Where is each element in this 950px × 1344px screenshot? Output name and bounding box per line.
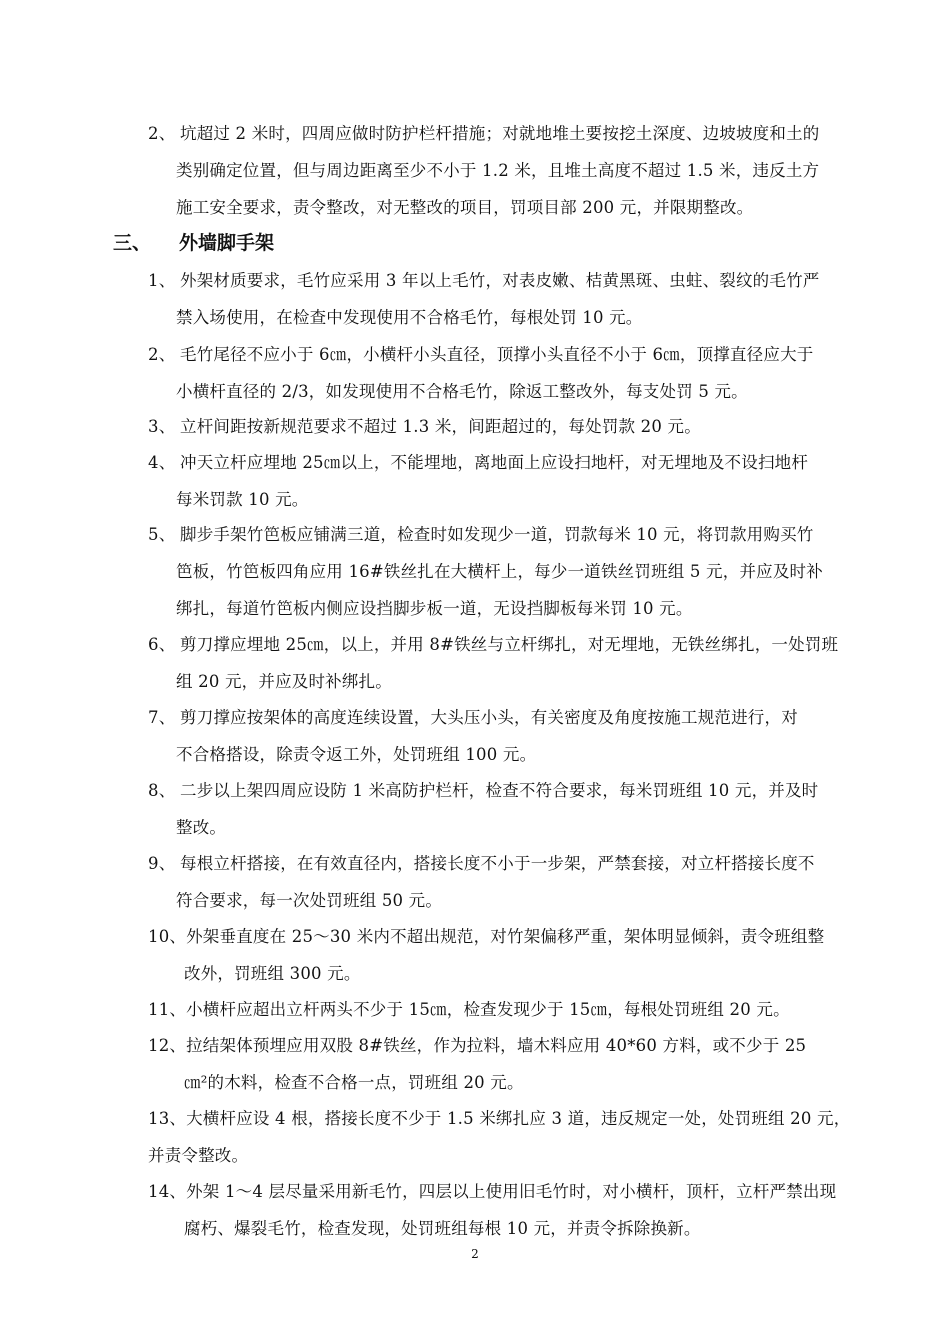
item-number: 14、 xyxy=(148,1182,187,1201)
list-item-line: 腐朽、爆裂毛竹，检查发现，处罚班组每根 10 元，并责令拆除换新。 xyxy=(184,1219,701,1238)
item-text: 坑超过 2 米时，四周应做时防护栏杆措施；对就地堆土要按挖土深度、边坡坡度和土的 xyxy=(180,124,820,143)
list-item-line: 施工安全要求，责令整改，对无整改的项目，罚项目部 200 元，并限期整改。 xyxy=(176,198,754,217)
item-text: 冲天立杆应埋地 25㎝以上，不能埋地，离地面上应设扫地杆，对无埋地及不设扫地杆 xyxy=(180,453,809,472)
item-number: 2、 xyxy=(148,345,176,364)
list-item-line: ㎝²的木料，检查不合格一点，罚班组 20 元。 xyxy=(184,1073,524,1092)
list-item-line: 符合要求，每一次处罚班组 50 元。 xyxy=(176,891,443,910)
item-text: 剪刀撑应埋地 25㎝，以上，并用 8#铁丝与立杆绑扎，对无埋地，无铁丝绑扎，一处罚班 xyxy=(180,635,839,654)
item-number: 9、 xyxy=(148,854,176,873)
list-item-line: 不合格搭设，除责令返工外，处罚班组 100 元。 xyxy=(176,745,537,764)
list-item-line xyxy=(148,115,888,152)
list-item-9 xyxy=(148,845,888,919)
item-number: 13、 xyxy=(148,1109,187,1128)
list-item-14 xyxy=(148,1173,888,1247)
item-number: 6、 xyxy=(148,635,176,654)
page-number: 2 xyxy=(471,1247,479,1261)
list-item-6 xyxy=(148,626,888,700)
list-item-line: 并责令整改。 xyxy=(148,1146,249,1165)
list-item-line: 小横杆直径的 2/3，如发现使用不合格毛竹，除返工整改外，每支处罚 5 元。 xyxy=(176,382,748,401)
list-item-line: 绑扎，每道竹笆板内侧应设挡脚步板一道，无设挡脚板每米罚 10 元。 xyxy=(176,599,693,618)
item-number: 5、 xyxy=(148,525,176,544)
section-heading xyxy=(113,228,274,258)
item-text: 每根立杆搭接，在有效直径内，搭接长度不小于一步架，严禁套接，对立杆搭接长度不 xyxy=(180,854,815,873)
item-text: 外架 1～4 层尽量采用新毛竹，四层以上使用旧毛竹时，对小横杆，顶杆，立杆严禁出现 xyxy=(186,1182,837,1201)
list-item-line: 类别确定位置，但与周边距离至少不小于 1.2 米，且堆土高度不超过 1.5 米，违反土方 xyxy=(176,161,820,180)
list-item-line: 组 20 元，并应及时补绑扎。 xyxy=(176,672,392,691)
item-text: 拉结架体预埋应用双股 8#铁丝，作为拉料，墙木料应用 40*60 方料，或不少于 25 xyxy=(186,1036,807,1055)
item-text: 外架材质要求，毛竹应采用 3 年以上毛竹，对表皮嫩、桔黄黑斑、虫蛀、裂纹的毛竹严 xyxy=(180,271,820,290)
item-text: 二步以上架四周应设防 1 米高防护栏杆，检查不符合要求，每米罚班组 10 元，并及时 xyxy=(180,781,819,800)
section-number: 三、 xyxy=(113,232,152,254)
list-item-2 xyxy=(148,336,888,410)
item-text: 小横杆应超出立杆两头不少于 15㎝，检查发现少于 15㎝，每根处罚班组 20 元。 xyxy=(186,1000,790,1019)
list-item-line: 改外，罚班组 300 元。 xyxy=(184,964,361,983)
list-item-3 xyxy=(148,408,888,445)
item-number: 4、 xyxy=(148,453,176,472)
item-text: 外架垂直度在 25～30 米内不超出规范，对竹架偏移严重，架体明显倾斜，责令班组整 xyxy=(186,927,825,946)
list-item-line: 禁入场使用，在检查中发现使用不合格毛竹，每根处罚 10 元。 xyxy=(176,308,643,327)
item-number: 11、 xyxy=(148,1000,187,1019)
section-title: 外墙脚手架 xyxy=(179,232,275,254)
list-item-11 xyxy=(148,991,888,1028)
item-text: 剪刀撑应按架体的高度连续设置，大头压小头，有关密度及角度按施工规范进行，对 xyxy=(180,708,798,727)
item-text: 毛竹尾径不应小于 6㎝，小横杆小头直径，顶撑小头直径不小于 6㎝，顶撑直径应大于 xyxy=(180,345,814,364)
item-number: 3、 xyxy=(148,417,176,436)
list-item-13 xyxy=(148,1100,888,1174)
item-number: 8、 xyxy=(148,781,176,800)
list-item-line: 整改。 xyxy=(176,818,227,837)
list-item-4 xyxy=(148,444,888,518)
item-number: 2、 xyxy=(148,124,176,143)
list-item-prev-2 xyxy=(148,115,888,226)
item-number: 1、 xyxy=(148,271,176,290)
list-item-5 xyxy=(148,516,888,627)
list-item-10 xyxy=(148,918,888,992)
list-item-7 xyxy=(148,699,888,773)
list-item-12 xyxy=(148,1027,888,1101)
item-text: 脚步手架竹笆板应铺满三道，检查时如发现少一道，罚款每米 10 元，将罚款用购买竹 xyxy=(180,525,814,544)
item-number: 7、 xyxy=(148,708,176,727)
list-item-8 xyxy=(148,772,888,846)
item-number: 12、 xyxy=(148,1036,187,1055)
item-text: 立杆间距按新规范要求不超过 1.3 米，间距超过的，每处罚款 20 元。 xyxy=(180,417,701,436)
item-number: 10、 xyxy=(148,927,187,946)
item-text: 大横杆应设 4 根，搭接长度不少于 1.5 米绑扎应 3 道，违反规定一处，处罚班组 20 元， xyxy=(186,1109,851,1128)
list-item-line: 笆板，竹笆板四角应用 16#铁丝扎在大横杆上，每少一道铁丝罚班组 5 元，并应及时补 xyxy=(176,562,823,581)
list-item-1 xyxy=(148,262,888,336)
list-item-line: 每米罚款 10 元。 xyxy=(176,490,309,509)
